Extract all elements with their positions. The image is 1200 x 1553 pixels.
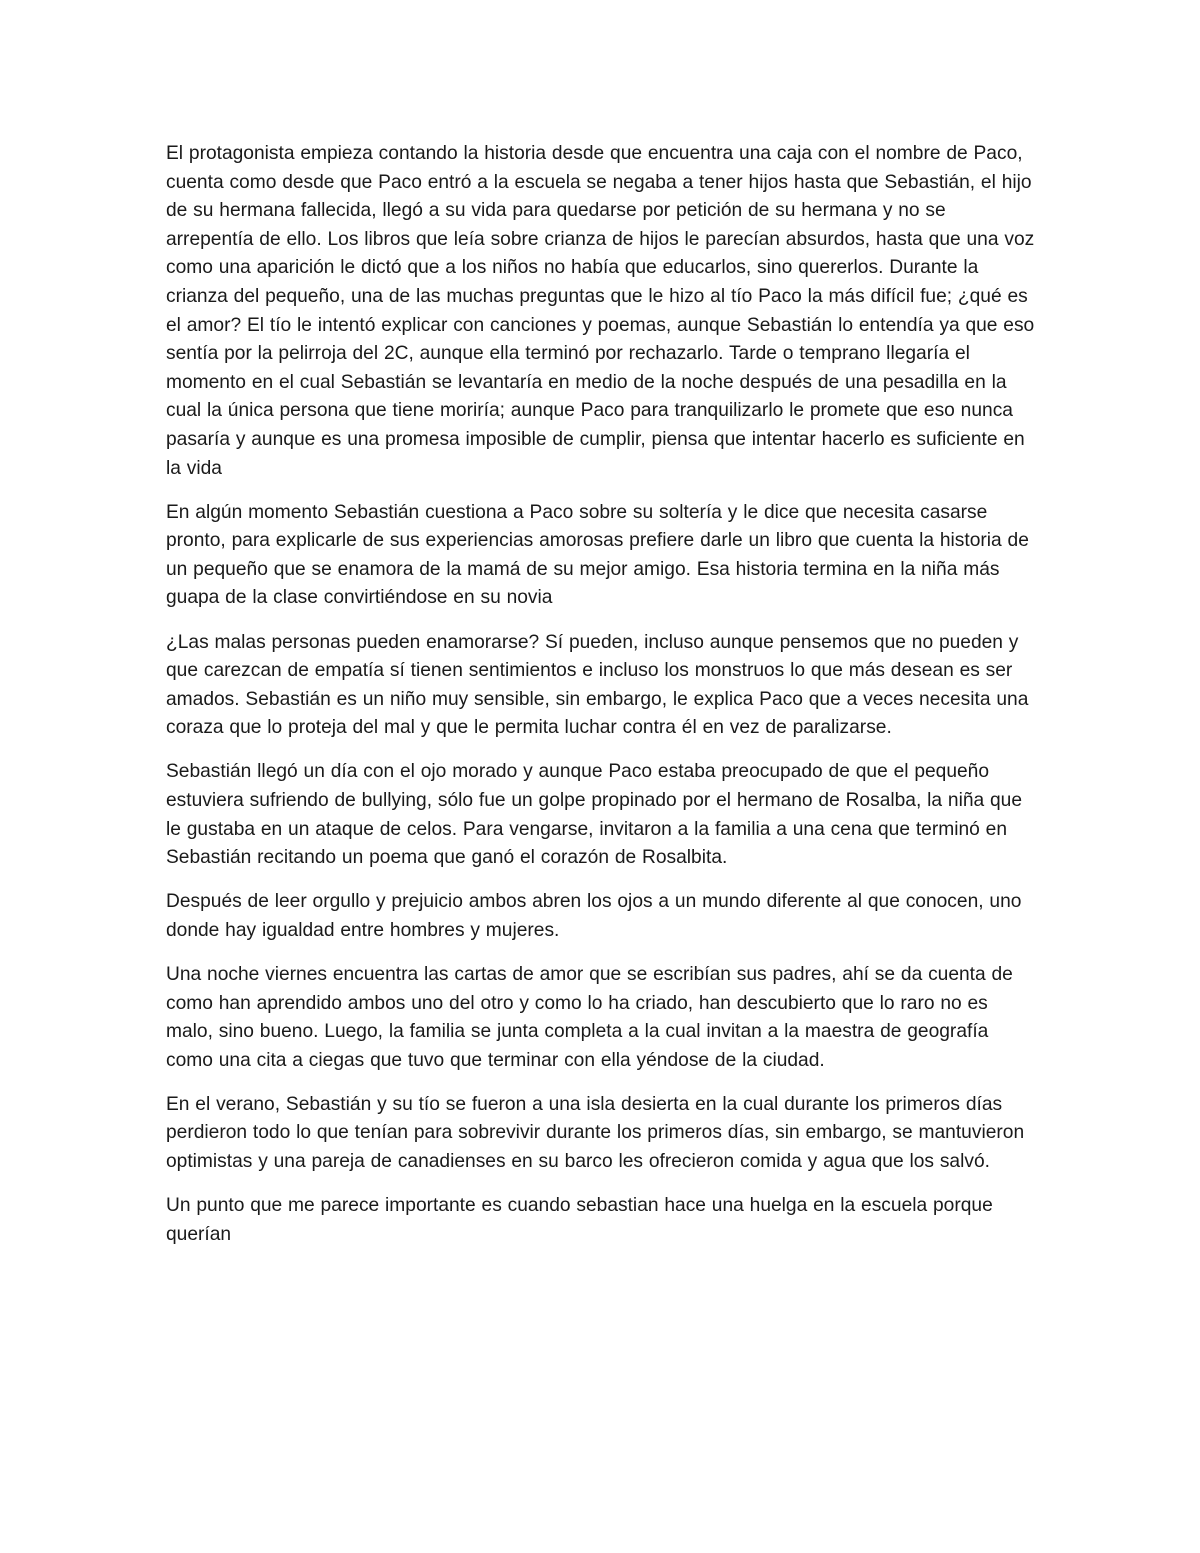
- paragraph-8: Un punto que me parece importante es cuando sebastian hace una huelga en la escuela porque querían: [166, 1195, 993, 1245]
- paragraph-4: Sebastián llegó un día con el ojo morado y aunque Paco estaba preocupado de que el pequeño estuviera sufriendo de bullying, sólo fue un golpe propinado por el hermano de Rosalba, la niña que le gustaba en un ataque de celos. Para vengarse, invitaron a la familia a una cena que terminó en Sebastián recitando un poema que ganó el corazón de Rosalbita.: [166, 761, 1023, 869]
- paragraph-5: Después de leer orgullo y prejuicio ambos abren los ojos a un mundo diferente al que conocen, uno donde hay igualdad entre hombres y mujeres.: [166, 891, 1022, 941]
- paragraph-1: El protagonista empieza contando la historia desde que encuentra una caja con el nombre de Paco, cuenta como desde que Paco entró a la escuela se negaba a tener hijos hasta que Sebastián, el hijo de su hermana fallecida, llegó a su vida para quedarse por petición de su hermana y no se arrepentía de ello. Los libros que leía sobre crianza de hijos le parecían absurdos, hasta que una voz como una aparición le dictó que a los niños no había que educarlos, sino quererlos. Durante la crianza del pequeño, una de las muchas preguntas que le hizo al tío Paco la más difícil fue; ¿qué es el amor? El tío le intentó explicar con canciones y poemas, aunque Sebastián lo entendía ya que eso sentía por la pelirroja del 2C, aunque ella terminó por rechazarlo. Tarde o temprano llegaría el momento en el cual Sebastián se levantaría en medio de la noche después de una pesadilla en la cual la única persona que tiene moriría; aunque Paco para tranquilizarlo le promete que eso nunca pasaría y aunque es una promesa imposible de cumplir, piensa que intentar hacerlo es suficiente en la vida: [166, 143, 1035, 479]
- paragraph-6: Una noche viernes encuentra las cartas de amor que se escribían sus padres, ahí se da cuenta de como han aprendido ambos uno del otro y como lo ha criado, han descubierto que lo raro no es malo, sino bueno. Luego, la familia se junta completa a la cual invitan a la maestra de geografía como una cita a ciegas que tuvo que terminar con ella yéndose de la ciudad.: [166, 963, 1013, 1071]
- paragraph-3: ¿Las malas personas pueden enamorarse? Sí pueden, incluso aunque pensemos que no pueden y que carezcan de empatía sí tienen sentimientos e incluso los monstruos lo que más desean es ser amados. Sebastián es un niño muy sensible, sin embargo, le explica Paco que a veces necesita una coraza que lo proteja del mal y que le permita luchar contra él en vez de paralizarse.: [166, 631, 1029, 739]
- paragraph-2: En algún momento Sebastián cuestiona a Paco sobre su soltería y le dice que necesita casarse pronto, para explicarle de sus experiencias amorosas prefiere darle un libro que cuenta la historia de un pequeño que se enamora de la mamá de su mejor amigo. Esa historia termina en la niña más guapa de la clase convirtiéndose en su novia: [166, 501, 1029, 609]
- document-body: [166, 140, 1036, 1265]
- paragraph-7: En el verano, Sebastián y su tío se fueron a una isla desierta en la cual durante los primeros días perdieron todo lo que tenían para sobrevivir durante los primeros días, sin embargo, se mantuvieron optimistas y una pareja de canadienses en su barco les ofrecieron comida y agua que los salvó.: [166, 1093, 1025, 1172]
